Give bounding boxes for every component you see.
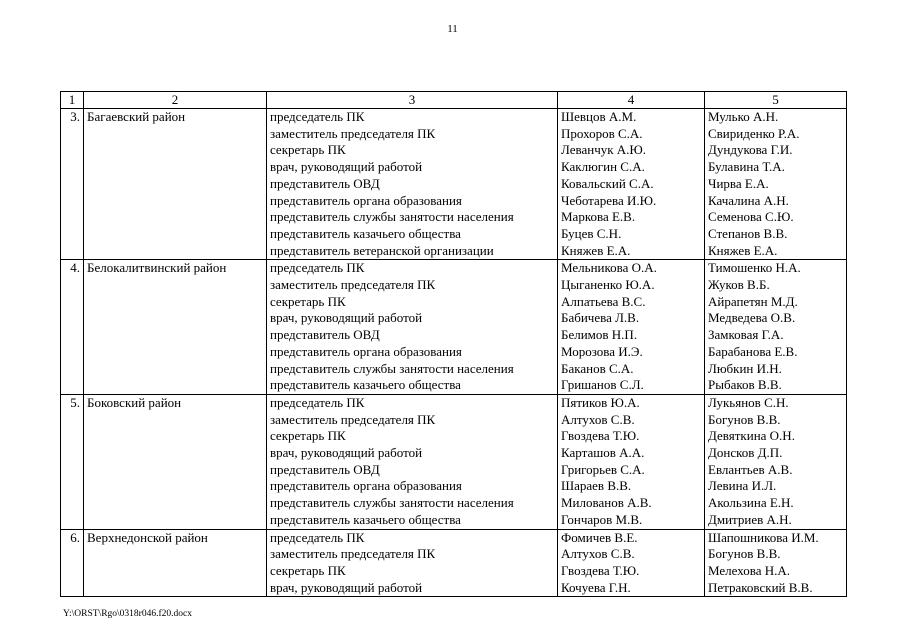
position-line: секретарь ПК xyxy=(270,293,346,309)
members-cell xyxy=(558,529,705,597)
member-name: Гончаров М.В. xyxy=(561,511,643,527)
members-cell xyxy=(558,260,705,395)
member-name: Карташов А.А. xyxy=(561,445,645,461)
file-path-footer: Y:\ORST\Rgo\0318r046.f20.docx xyxy=(63,609,192,619)
header-row xyxy=(61,92,847,109)
reserve-name: Степанов В.В. xyxy=(708,225,788,241)
position-line: заместитель председателя ПК xyxy=(270,277,436,293)
position-line: заместитель председателя ПК xyxy=(270,546,436,562)
position-line: секретарь ПК xyxy=(270,428,346,444)
position-line: врач, руководящий работой xyxy=(270,159,423,175)
table-row xyxy=(61,529,847,597)
reserve-name: Тимошенко Н.А. xyxy=(708,260,801,276)
member-name: Алтухов С.В. xyxy=(561,411,635,427)
member-name: Прохоров С.А. xyxy=(561,125,643,141)
reserve-name: Свириденко Р.А. xyxy=(708,125,800,141)
position-line: представитель казачьего общества xyxy=(270,225,461,241)
reserve-name: Замковая Г.А. xyxy=(708,327,784,343)
header-cell: 5 xyxy=(705,92,847,109)
reserve-name: Мулько А.Н. xyxy=(708,109,779,124)
member-name: Баканов С.А. xyxy=(561,360,634,376)
position-line: представитель органа образования xyxy=(270,343,462,359)
position-line: заместитель председателя ПК xyxy=(270,411,436,427)
header-cell: 2 xyxy=(84,92,267,109)
positions-cell xyxy=(267,260,558,395)
reserve-name: Лукьянов С.Н. xyxy=(708,394,789,410)
position-line: представитель органа образования xyxy=(270,192,462,208)
reserve-name: Богунов В.В. xyxy=(708,411,781,427)
table-row xyxy=(61,109,847,260)
header-cell: 4 xyxy=(558,92,705,109)
position-line: председатель ПК xyxy=(270,394,365,410)
reserve-name: Акользина Е.Н. xyxy=(708,495,794,511)
member-name: Княжев Е.А. xyxy=(561,242,631,258)
page-number: 11 xyxy=(447,23,458,35)
member-name: Милованов А.В. xyxy=(561,495,652,511)
member-name: Буцев С.Н. xyxy=(561,225,622,241)
reserve-name: Качалина А.Н. xyxy=(708,192,789,208)
position-line: врач, руководящий работой xyxy=(270,310,423,326)
member-name: Цыганенко Ю.А. xyxy=(561,277,655,293)
table-row xyxy=(61,394,847,529)
position-line: представитель казачьего общества xyxy=(270,511,461,527)
position-line: председатель ПК xyxy=(270,109,365,124)
reserve-name: Дмитриев А.Н. xyxy=(708,511,792,527)
position-line: председатель ПК xyxy=(270,529,365,545)
reserve-name: Левина И.Л. xyxy=(708,478,777,494)
member-name: Бабичева Л.В. xyxy=(561,310,640,326)
position-line: врач, руководящий работой xyxy=(270,445,423,461)
reserve-name: Медведева О.В. xyxy=(708,310,796,326)
member-name: Чеботарева И.Ю. xyxy=(561,192,657,208)
row-number: 3. xyxy=(61,109,84,260)
position-line: заместитель председателя ПК xyxy=(270,125,436,141)
member-name: Шараев В.В. xyxy=(561,478,632,494)
reserve-name: Шапошникова И.М. xyxy=(708,529,819,545)
reserves-cell xyxy=(705,260,847,395)
reserve-name: Богунов В.В. xyxy=(708,546,781,562)
positions-cell xyxy=(267,394,558,529)
members-cell xyxy=(558,109,705,260)
member-name: Ковальский С.А. xyxy=(561,175,654,191)
member-name: Пятиков Ю.А. xyxy=(561,394,640,410)
row-number: 5. xyxy=(61,394,84,529)
position-line: председатель ПК xyxy=(270,260,365,276)
commission-table xyxy=(60,91,847,597)
members-cell xyxy=(558,394,705,529)
reserve-name: Донсков Д.П. xyxy=(708,445,783,461)
district-name: Верхнедонской район xyxy=(84,529,267,597)
reserve-name: Петраковский В.В. xyxy=(708,579,813,595)
member-name: Алтухов С.В. xyxy=(561,546,635,562)
district-name: Боковский район xyxy=(84,394,267,529)
reserve-name: Мелехова Н.А. xyxy=(708,562,791,578)
member-name: Григорьев С.А. xyxy=(561,461,645,477)
member-name: Белимов Н.П. xyxy=(561,327,638,343)
reserves-cell xyxy=(705,394,847,529)
position-line: секретарь ПК xyxy=(270,562,346,578)
position-line: представитель службы занятости населения xyxy=(270,495,514,511)
reserve-name: Евлантьев А.В. xyxy=(708,461,793,477)
member-name: Кочуева Г.Н. xyxy=(561,579,631,595)
member-name: Алпатьева В.С. xyxy=(561,293,646,309)
header-cell: 3 xyxy=(267,92,558,109)
member-name: Маркова Е.В. xyxy=(561,209,636,225)
position-line: представитель ОВД xyxy=(270,175,380,191)
position-line: представитель службы занятости населения xyxy=(270,209,514,225)
position-line: представитель органа образования xyxy=(270,478,462,494)
reserve-name: Булавина Т.А. xyxy=(708,159,785,175)
reserves-cell xyxy=(705,109,847,260)
row-number: 4. xyxy=(61,260,84,395)
position-line: представитель ОВД xyxy=(270,461,380,477)
district-name: Багаевский район xyxy=(84,109,267,260)
reserve-name: Айрапетян М.Д. xyxy=(708,293,798,309)
member-name: Мельникова О.А. xyxy=(561,260,657,276)
member-name: Каклюгин С.А. xyxy=(561,159,645,175)
reserve-name: Дундукова Г.И. xyxy=(708,142,793,158)
header-cell: 1 xyxy=(61,92,84,109)
position-line: представитель службы занятости населения xyxy=(270,360,514,376)
positions-cell xyxy=(267,529,558,597)
reserves-cell xyxy=(705,529,847,597)
positions-cell xyxy=(267,109,558,260)
position-line: представитель ветеранской организации xyxy=(270,242,494,258)
table-row xyxy=(61,260,847,395)
reserve-name: Рыбаков В.В. xyxy=(708,377,782,393)
position-line: представитель казачьего общества xyxy=(270,377,461,393)
member-name: Гвоздева Т.Ю. xyxy=(561,562,640,578)
position-line: представитель ОВД xyxy=(270,327,380,343)
member-name: Леванчук А.Ю. xyxy=(561,142,647,158)
reserve-name: Семенова С.Ю. xyxy=(708,209,794,225)
reserve-name: Чирва Е.А. xyxy=(708,175,769,191)
member-name: Фомичев В.Е. xyxy=(561,529,638,545)
position-line: врач, руководящий работой xyxy=(270,579,423,595)
reserve-name: Любкин И.Н. xyxy=(708,360,782,376)
member-name: Шевцов А.М. xyxy=(561,109,637,124)
reserve-name: Девяткина О.Н. xyxy=(708,428,795,444)
member-name: Гвоздева Т.Ю. xyxy=(561,428,640,444)
position-line: секретарь ПК xyxy=(270,142,346,158)
member-name: Гришанов С.Л. xyxy=(561,377,644,393)
member-name: Морозова И.Э. xyxy=(561,343,643,359)
reserve-name: Княжев Е.А. xyxy=(708,242,778,258)
reserve-name: Жуков В.Б. xyxy=(708,277,770,293)
reserve-name: Барабанова Е.В. xyxy=(708,343,798,359)
district-name: Белокалитвинский район xyxy=(84,260,267,395)
row-number: 6. xyxy=(61,529,84,597)
